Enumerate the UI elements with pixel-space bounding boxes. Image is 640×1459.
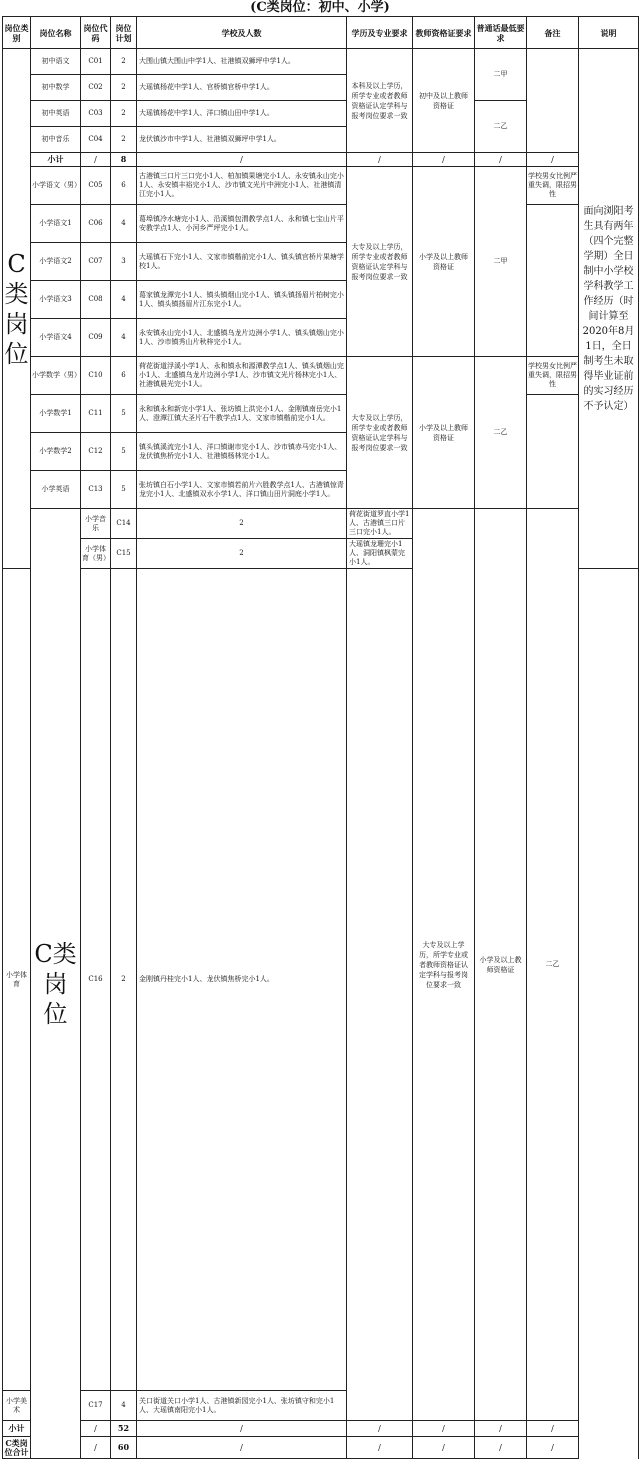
slash-cell: / xyxy=(81,153,111,167)
post-school: 永安镇永山完小1人、北盛镇乌龙片边洲小学1人、镇头镇烟山完小1人、沙市镇秀山片秋梓完小1人。 xyxy=(137,319,347,357)
cert-requirement: 小学及以上教师资格证 xyxy=(413,167,475,357)
post-plan: 6 xyxy=(111,357,137,395)
header-name: 岗位名称 xyxy=(31,17,81,49)
post-name: 小学音乐 xyxy=(81,509,111,539)
slash-cell: / xyxy=(137,153,347,167)
post-plan: 5 xyxy=(111,471,137,509)
subtotal-label: 小计 xyxy=(3,1421,31,1437)
post-school: 葛埠镇冷水塘完小1人、沿溪镇包渭教学点1人、永和镇七宝山片平安教学点1人、小河乡严坪完小1人。 xyxy=(137,205,347,243)
post-name: 小学语文2 xyxy=(31,243,81,281)
slash-cell: / xyxy=(413,1421,475,1437)
total-label: C类岗位合计 xyxy=(4,1437,29,1457)
post-school: 关口街道关口小学1人、古港镇新园完小1人、张坊镇守和完小1人、大瑶镇南阳完小1人。 xyxy=(137,1391,347,1421)
post-name: 小学体育（男） xyxy=(81,539,111,569)
subtotal-row xyxy=(3,153,639,167)
post-code: C13 xyxy=(81,471,111,509)
note-cell xyxy=(347,569,413,1421)
explain-text: 面向浏阳考生具有两年（四个完整学期）全日制中小学校学科教学工作经历（时间计算至2020年8月1日，全日制考生未取得毕业证前的实习经历不予认定） xyxy=(579,49,639,569)
header-code: 岗位代码 xyxy=(81,17,111,49)
post-school: 大瑶镇杨花中学1人、官桥镇官桥中学1人。 xyxy=(137,75,347,101)
post-code: C01 xyxy=(81,49,111,75)
post-code: C14 xyxy=(111,509,137,539)
post-name: 小学语文1 xyxy=(31,205,81,243)
slash-cell: / xyxy=(137,1421,347,1437)
post-plan: 4 xyxy=(111,205,137,243)
header-note: 备注 xyxy=(527,17,579,49)
post-school: 永和镇永和新完小学1人、张坊镇上洪完小1人、金刚镇南岳完小1人、澄潭江镇大圣片石牛教学点1人、文家市镇楷前完小1人。 xyxy=(137,395,347,433)
edu-requirement: 本科及以上学历，所学专业或者教师资格证认定学科与报考岗位要求一致 xyxy=(347,49,413,153)
post-school: 张坊镇白石小学1人、文家市镇若前片六胜教学点1人、古港镇惊青龙完小1人、北盛镇双水小学1人、洋口镇山田片洞庭小学1人。 xyxy=(137,471,347,509)
post-plan: 2 xyxy=(137,539,347,569)
total-value: 60 xyxy=(111,1437,137,1459)
post-code: C08 xyxy=(81,281,111,319)
post-name: 小学美术 xyxy=(3,1391,31,1421)
post-code: C04 xyxy=(81,127,111,153)
post-plan: 5 xyxy=(111,395,137,433)
post-code: C11 xyxy=(81,395,111,433)
cert-requirement: 小学及以上教师资格证 xyxy=(413,357,475,509)
table-row xyxy=(3,49,639,75)
slash-cell: / xyxy=(81,1437,111,1459)
slash-cell: / xyxy=(527,1421,579,1437)
mandarin-requirement: 二甲 xyxy=(475,49,527,101)
slash-cell: / xyxy=(475,1421,527,1437)
header-cat: 岗位类别 xyxy=(3,17,31,49)
slash-cell: / xyxy=(347,1421,413,1437)
post-plan: 4 xyxy=(111,319,137,357)
header-explain: 说明 xyxy=(579,17,639,49)
cert-requirement: 小学及以上教师资格证 xyxy=(475,509,527,1421)
post-school: 葛家镇龙潭完小1人、镇头镇烟山完小1人、镇头镇扬眉片柏树完小1人、镇头镇扬眉片江东完小1人。 xyxy=(137,281,347,319)
edu-requirement: 大专及以上学历，所学专业或者教师资格证认定学科与报考岗位要求一致 xyxy=(347,357,413,509)
edu-requirement: 大专及以上学历，所学专业或者教师资格证认定学科与报考岗位要求一致 xyxy=(413,509,475,1421)
slash-cell: / xyxy=(413,153,475,167)
header-edu: 学历及专业要求 xyxy=(347,17,413,49)
header-school: 学校及人数 xyxy=(137,17,347,49)
post-code: C17 xyxy=(81,1391,111,1421)
header-row xyxy=(3,17,639,49)
post-code: C09 xyxy=(81,319,111,357)
post-plan: 2 xyxy=(137,509,347,539)
post-plan: 2 xyxy=(111,75,137,101)
note-cell xyxy=(527,49,579,153)
table-row xyxy=(3,205,639,243)
post-school: 金刚镇丹桂完小1人、龙伏镇焦桥完小1人。 xyxy=(137,569,347,1391)
post-code: C16 xyxy=(81,569,111,1391)
mandarin-requirement: 二乙 xyxy=(527,509,579,1421)
subtotal-value: 8 xyxy=(111,153,137,167)
post-school: 大瑶镇杨花中学1人、洋口镇山田中学1人。 xyxy=(137,101,347,127)
slash-cell: / xyxy=(475,1437,527,1459)
post-plan: 2 xyxy=(111,569,137,1391)
post-plan: 2 xyxy=(111,49,137,75)
post-school: 镇头镇溪流完小1人、洋口镇谢市完小1人、沙市镇赤马完小1人、龙伏镇焦桥完小1人、社港镇杨林完小1人。 xyxy=(137,433,347,471)
edu-requirement: 大专及以上学历，所学专业或者教师资格证认定学科与报考岗位要求一致 xyxy=(347,167,413,357)
note-cell xyxy=(527,205,579,357)
subtotal-row xyxy=(3,1421,639,1437)
slash-cell: / xyxy=(137,1437,347,1459)
slash-cell: / xyxy=(413,1437,475,1459)
post-name: 小学体育 xyxy=(3,569,31,1391)
post-school: 荷花街道罗直小学1人、古港镇三口片三口完小1人。 xyxy=(347,509,413,539)
table-row xyxy=(3,509,639,539)
slash-cell: / xyxy=(347,1437,413,1459)
post-plan: 4 xyxy=(111,281,137,319)
header-mandarin: 普通话最低要求 xyxy=(475,17,527,49)
slash-cell: / xyxy=(527,153,579,167)
post-name: 小学语文（男） xyxy=(31,167,81,205)
note-cell: 学校男女比例严重失调，限招男性 xyxy=(527,357,579,395)
total-row xyxy=(3,1437,639,1459)
table-row xyxy=(3,357,639,395)
post-code: C12 xyxy=(81,433,111,471)
post-code: C05 xyxy=(81,167,111,205)
table-row xyxy=(3,167,639,205)
post-school: 大瑶镇龙珊完小1人、洞阳镇枫蒙完小1人。 xyxy=(347,539,413,569)
post-plan: 6 xyxy=(111,167,137,205)
slash-cell: / xyxy=(81,1421,111,1437)
note-cell xyxy=(527,395,579,509)
post-name: 小学英语 xyxy=(31,471,81,509)
post-code: C03 xyxy=(81,101,111,127)
note-cell: 学校男女比例严重失调，限招男性 xyxy=(527,167,579,205)
post-name: 初中数学 xyxy=(31,75,81,101)
post-school: 大围山镇大围山中学1人、社港镇双狮坪中学1人。 xyxy=(137,49,347,75)
post-school: 大瑶镇石下完小1人、文家市镇楷前完小1人、镇头镇官桥片果塘学校1人。 xyxy=(137,243,347,281)
slash-cell: / xyxy=(475,153,527,167)
post-name: 小学语文3 xyxy=(31,281,81,319)
post-name: 初中音乐 xyxy=(31,127,81,153)
table-row xyxy=(3,395,639,433)
post-name: 初中英语 xyxy=(31,101,81,127)
post-name: 初中语文 xyxy=(31,49,81,75)
cert-requirement: 初中及以上教师资格证 xyxy=(413,49,475,153)
mandarin-requirement: 二乙 xyxy=(475,101,527,153)
subtotal-value: 52 xyxy=(111,1421,137,1437)
category-label: C类岗位 xyxy=(31,509,81,1459)
recruitment-table xyxy=(2,16,639,1459)
post-school: 龙伏镇沙市中学1人、社港镇双狮坪中学1人。 xyxy=(137,127,347,153)
post-plan: 4 xyxy=(111,1391,137,1421)
page-title: (C类岗位：初中、小学) xyxy=(250,0,390,15)
slash-cell: / xyxy=(527,1437,579,1459)
header-plan: 岗位计划 xyxy=(111,17,137,49)
post-plan: 2 xyxy=(111,127,137,153)
post-plan: 3 xyxy=(111,243,137,281)
post-name: 小学数学（男） xyxy=(31,357,81,395)
post-name: 小学数学2 xyxy=(31,433,81,471)
post-school: 荷花街道浮溪小学1人、永和镇永和源潭教学点1人、镇头镇烟山完小1人、北盛镇乌龙片边洲小学1人、沙市镇文光片杨林完小1人、社港镇晨光完小1人。 xyxy=(137,357,347,395)
post-name: 小学语文4 xyxy=(31,319,81,357)
mandarin-requirement: 二甲 xyxy=(475,167,527,357)
post-code: C15 xyxy=(111,539,137,569)
slash-cell: / xyxy=(347,153,413,167)
category-label: C类岗位 xyxy=(3,49,31,569)
header-cert: 教师资格证要求 xyxy=(413,17,475,49)
post-plan: 2 xyxy=(111,101,137,127)
post-code: C10 xyxy=(81,357,111,395)
post-name: 小学数学1 xyxy=(31,395,81,433)
post-code: C06 xyxy=(81,205,111,243)
post-school: 古港镇三口片三口完小1人、柏加镇果塘完小1人、永安镇永山完小1人、永安镇丰裕完小1人、沙市镇文光片中洲完小1人、社港镇清江完小1人。 xyxy=(137,167,347,205)
post-code: C07 xyxy=(81,243,111,281)
mandarin-requirement: 二乙 xyxy=(475,357,527,509)
post-code: C02 xyxy=(81,75,111,101)
post-plan: 5 xyxy=(111,433,137,471)
subtotal-label: 小计 xyxy=(31,153,81,167)
